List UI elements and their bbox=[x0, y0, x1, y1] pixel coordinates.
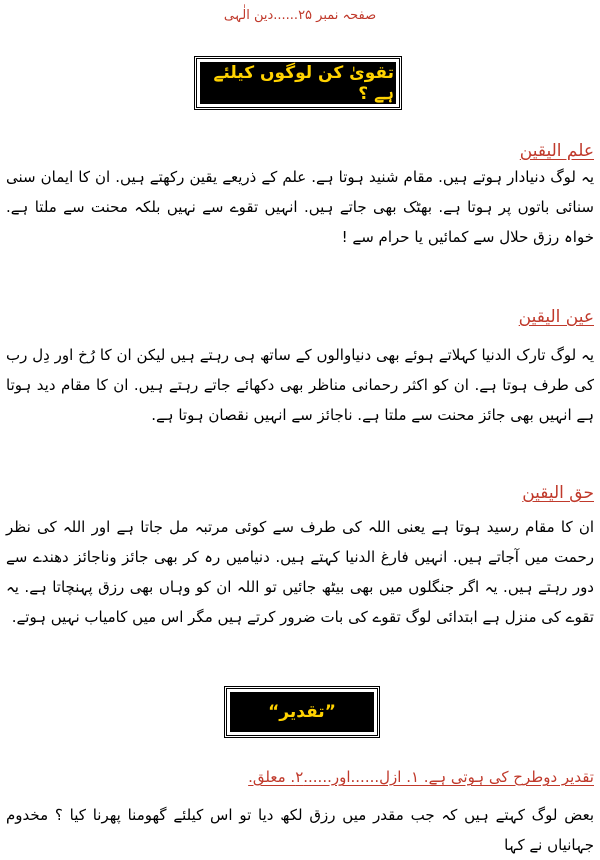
title-box-taqdeer bbox=[230, 692, 374, 732]
section-heading-taqdeer: تقدیر دوطرح کی ہوتی ہے. ۱. ازل......اور......۲. معلق. bbox=[248, 768, 594, 786]
title-box-taqwa bbox=[200, 62, 396, 104]
section-body-ain-ul-yaqeen: یہ لوگ تارک الدنیا کہلاتے ہوئے بھی دنیاوالوں کے ساتھ ہی رہتے ہیں لیکن ان کا رُخ اور دِل رب کی طرف ہوتا ہے. ان کو اکثر رحمانی مناظر بھی دکھائے جاتے رہتے ہیں. ان کا مقام دید ہوتا ہے انہیں بھی جائز محنت سے ملتا ہے. ناجائز سے انہیں نقصان ہوتا ہے. bbox=[6, 346, 594, 424]
page-header: صفحہ نمبر ۲۵......دین الٰہی bbox=[223, 8, 377, 23]
section-heading-ilm-ul-yaqeen: علم الیقین bbox=[519, 141, 594, 161]
section-heading-haq-ul-yaqeen: حق الیقین bbox=[522, 483, 594, 503]
section-body-haq-ul-yaqeen: ان کا مقام رسید ہوتا ہے یعنی اللہ کی طرف سے کوئی مرتبہ مل جاتا ہے اور اللہ کی نظر رحمت میں آجاتے ہیں. انہیں فارغ الدنیا کہتے ہیں. دنیامیں رہ کر بھی جائز وناجائز دھندے سے دور رہتے ہیں. یہ اگر جنگلوں میں بھی بیٹھ جائیں تو اللہ ان کو وہاں بھی رزق پہنچاتا ہے. یہ تقوے کی منزل ہے ابتدائی لوگ تقوے کی بات ضرور کرتے ہیں مگر اس میں کامیاب نہیں ہوتے. bbox=[6, 518, 594, 626]
section-body-taqdeer: بعض لوگ کہتے ہیں کہ جب مقدر میں رزق لکھ دیا تو اس کیلئے گھومنا پھرنا کیا ؟ مخدوم جہانیاں نے کہا bbox=[6, 806, 594, 854]
title-box-taqdeer-text: ”تقدیر“ bbox=[268, 702, 336, 722]
section-heading-ain-ul-yaqeen: عین الیقین bbox=[518, 307, 594, 327]
section-body-ilm-ul-yaqeen: یہ لوگ دنیادار ہوتے ہیں. مقام شنید ہوتا ہے. علم کے ذریعے یقین رکھتے ہیں. ان کا ایمان سنی سنائی باتوں پر ہوتا ہے. بھٹک بھی جاتے ہیں. انہیں تقوے سے نہیں بلکہ محنت سے ملتا ہے. خواہ رزق حلال سے کمائیں یا حرام سے ! bbox=[6, 168, 594, 246]
title-box-taqwa-text: تقویٰ کن لوگوں کیلئے ہے ؟ bbox=[213, 63, 394, 104]
